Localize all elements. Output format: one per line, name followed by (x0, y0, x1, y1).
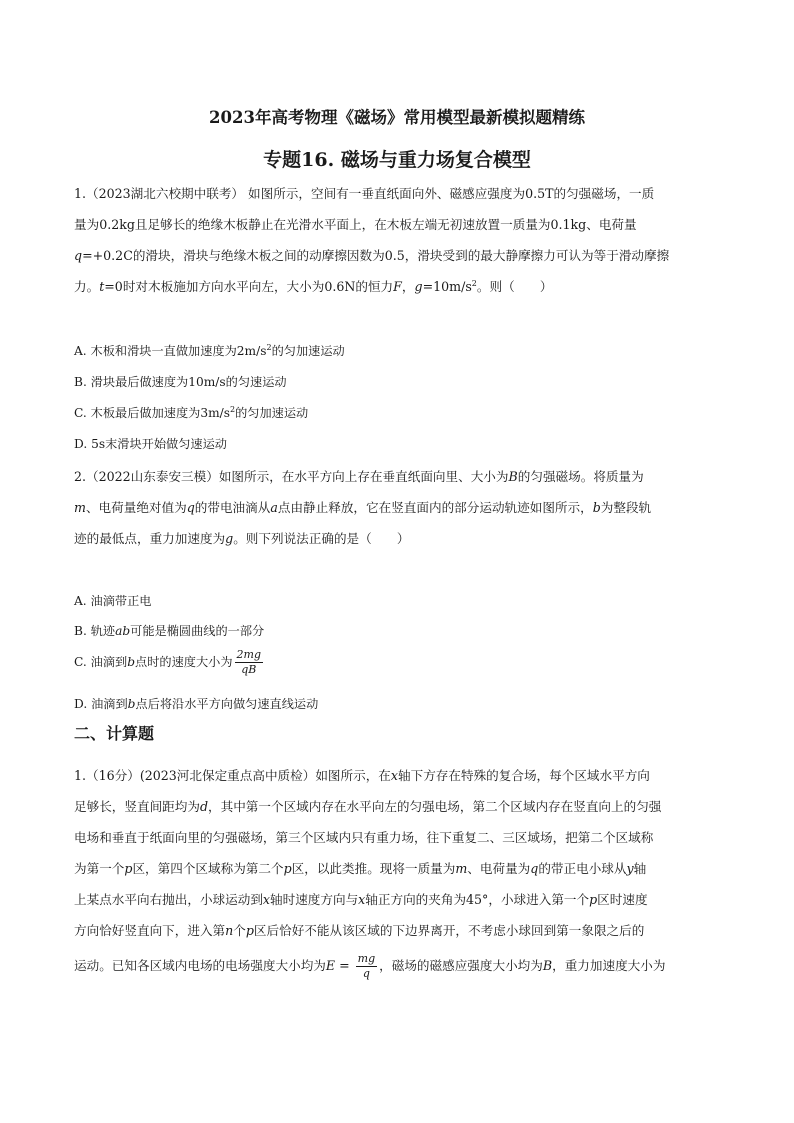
q3-line-1: 1.（16分）(2023河北保定重点高中质检）如图所示，在x轴下方存在特殊的复合场，每个区域水平方向 (74, 768, 650, 783)
q3-line-3: 电场和垂直于纸面向里的匀强磁场，第三个区域内只有重力场，往下重复二、三区域场，把第二个区域称 (74, 830, 654, 845)
document-title: 2023年高考物理《磁场》常用模型最新模拟题精练 (209, 108, 585, 127)
q3-line-5: 上某点水平向右抛出，小球运动到x轴时速度方向与x轴正方向的夹角为45°，小球进入第一个p区时速度 (74, 892, 648, 907)
fraction-2mg-over-qb: $\frac{2mg}{qB}$ (236, 648, 261, 676)
q2-option-c: C. 油滴到b点时的速度大小为 $\frac{2mg}{qB}$ (74, 648, 261, 676)
q3-line-6: 方向恰好竖直向下，进入第n个p区后恰好不能从该区域的下边界离开，不考虑小球回到第一象限之后的 (74, 923, 645, 938)
q3-line-7: 运动。已知各区域内电场的电场强度大小均为E = $\frac{mg}{q}$ ，磁场的磁感应强度大小均为B，重力加速度大小为 (74, 952, 666, 980)
q1-line-4: 力。t=0时对木板施加方向水平向左，大小为0.6N的恒力F，$g=10m/s^2$。则（ ） (74, 279, 553, 294)
fraction-mg-over-q: $\frac{mg}{q}$ (357, 952, 376, 980)
document-subtitle: 专题16. 磁场与重力场复合模型 (263, 149, 531, 171)
q1-line-3: q=+0.2C的滑块，滑块与绝缘木板之间的动摩擦因数为0.5，滑块受到的最大静摩擦力可认为等于滑动摩擦 (74, 248, 670, 263)
q2-option-b: B. 轨迹ab可能是椭圆曲线的一部分 (74, 624, 265, 638)
q1-option-d: D. 5s末滑块开始做匀速运动 (74, 437, 227, 451)
q3-line-2: 足够长，竖直间距均为d，其中第一个区域内存在水平向左的匀强电场，第二个区域内存在竖直向上的匀强 (74, 799, 662, 814)
section-heading-calculation: 二、计算题 (74, 724, 155, 743)
q2-option-a: A. 油滴带正电 (74, 594, 152, 608)
q2-line-1: 2.（2022山东泰安三模）如图所示，在水平方向上存在垂直纸面向里、大小为B的匀强磁场。将质量为 (74, 469, 644, 484)
q1-line-2: 量为0.2kg且足够长的绝缘木板静止在光滑水平面上，在木板左端无初速放置一质量为0.1kg、电荷量 (74, 217, 637, 232)
q2-option-d: D. 油滴到b点后将沿水平方向做匀速直线运动 (74, 697, 319, 711)
q1-line-1: 1.（2023湖北六校期中联考） 如图所示，空间有一垂直纸面向外、磁感应强度为0.5T的匀强磁场，一质 (74, 186, 655, 201)
q2-line-2: m、电荷量绝对值为q的带电油滴从a点由静止释放，它在竖直面内的部分运动轨迹如图所示，b为整段轨 (74, 500, 652, 515)
q1-option-b: B. 滑块最后做速度为10m/s的匀速运动 (74, 375, 287, 389)
q3-line-4: 为第一个p区，第四个区域称为第二个p区，以此类推。现将一质量为m、电荷量为q的带正电小球从y轴 (74, 861, 647, 876)
q1-option-c: C. 木板最后做加速度为$3m/s^2$的匀加速运动 (74, 405, 309, 420)
q1-option-a: A. 木板和滑块一直做加速度为$2m/s^2$的匀加速运动 (74, 343, 345, 358)
q2-line-3: 迹的最低点，重力加速度为g。则下列说法正确的是（ ） (74, 531, 410, 546)
